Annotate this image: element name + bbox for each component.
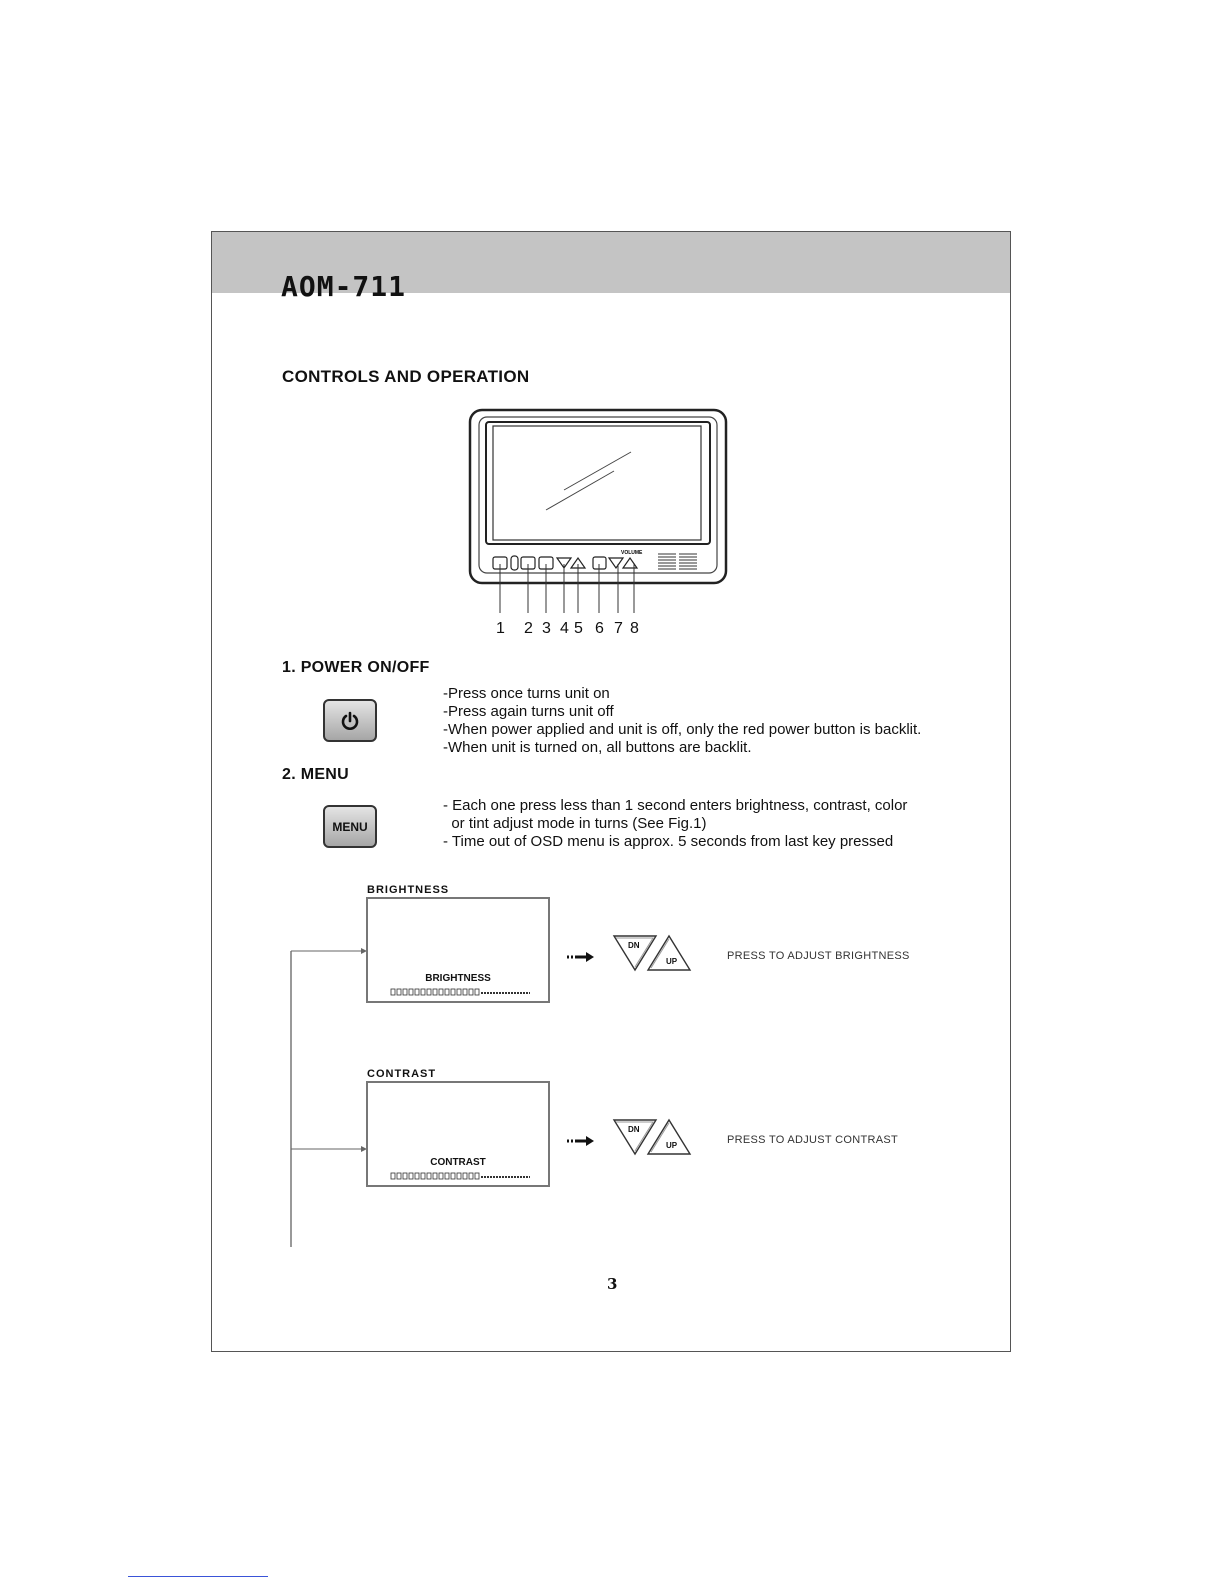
callout-number: 2 [524, 620, 533, 637]
model-title: AOM-711 [281, 270, 407, 303]
monitor-illustration [466, 406, 732, 638]
osd-level-bar [390, 1172, 532, 1181]
dn-icon: DN [628, 941, 640, 950]
callout-number: 3 [542, 620, 551, 637]
callout-number: 1 [496, 620, 505, 637]
volume-label: VOLUME [621, 550, 643, 556]
menu-line: or tint adjust mode in turns (See Fig.1) [443, 815, 707, 832]
callout-number: 4 [560, 620, 569, 637]
callout-number: 7 [614, 620, 623, 637]
osd-level-bar [390, 988, 532, 997]
power-line: -When power applied and unit is off, only the red power button is backlit. [443, 721, 922, 738]
callout-number: 8 [630, 620, 639, 637]
power-line: -When unit is turned on, all buttons are backlit. [443, 739, 752, 756]
osd-heading-contrast: CONTRAST [367, 1068, 437, 1080]
dn-up-buttons [612, 934, 704, 972]
osd-screen-brightness [366, 897, 550, 1003]
page-number: 3 [607, 1275, 618, 1293]
menu-button: MENU [323, 805, 377, 848]
callout-number: 5 [574, 620, 583, 637]
dn-up-triangles [612, 934, 704, 972]
footer-link-underline [128, 1576, 268, 1577]
instruction-brightness: PRESS TO ADJUST BRIGHTNESS [727, 950, 910, 962]
callout-number: 6 [595, 620, 604, 637]
arrow-icon [567, 951, 595, 963]
menu-line: - Each one press less than 1 second enters brightness, contrast, color [443, 797, 908, 814]
up-icon: UP [666, 957, 678, 966]
instruction-contrast: PRESS TO ADJUST CONTRAST [727, 1134, 899, 1146]
menu-section-title: 2. MENU [282, 766, 349, 783]
power-icon [340, 711, 360, 731]
dn-icon: DN [628, 1125, 640, 1134]
osd-screen-contrast [366, 1081, 550, 1187]
power-button [323, 699, 377, 742]
osd-label-contrast: CONTRAST [430, 1157, 486, 1168]
section-title: CONTROLS AND OPERATION [282, 367, 530, 386]
power-line: -Press once turns unit on [443, 685, 610, 702]
dn-up-triangles [612, 1118, 704, 1156]
flow-connector [285, 945, 370, 1250]
menu-line: - Time out of OSD menu is approx. 5 seconds from last key pressed [443, 833, 894, 850]
power-line: -Press again turns unit off [443, 703, 614, 720]
osd-label-brightness: BRIGHTNESS [425, 973, 491, 984]
arrow-icon [567, 1135, 595, 1147]
up-icon: UP [666, 1141, 678, 1150]
osd-heading-brightness: BRIGHTNESS [367, 884, 450, 896]
power-section-title: 1. POWER ON/OFF [282, 659, 430, 676]
dn-up-buttons [612, 1118, 704, 1156]
